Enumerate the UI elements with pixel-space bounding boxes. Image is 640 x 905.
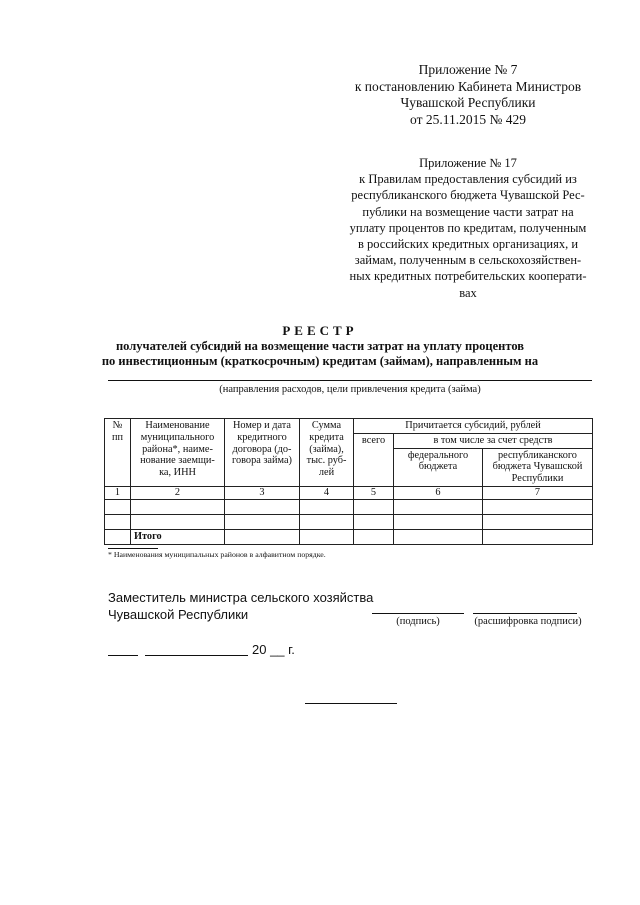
appendix-17-line: к Правилам предоставления субсидий из [359,172,577,187]
date-year: 20 __ г. [252,642,295,657]
appendix-17-line: Приложение № 17 [419,156,517,170]
title-word: РЕЕСТР [282,323,358,338]
column-number: 2 [131,486,225,499]
header-col-federal: федерального бюджета [394,448,483,486]
total-row [105,529,593,544]
column-number: 4 [300,486,354,499]
signature-decode-caption: (расшифровка подписи) [474,616,582,627]
header-col-name: Наименование муниципального района*, наиме- нование заемщи- ка, ИНН [131,419,225,487]
appendix-17-line: уплату процентов по кредитам, полученным [349,220,587,235]
column-number: 1 [105,486,131,499]
table-row [105,499,593,514]
appendix-7-line: от 25.11.2015 № 429 [410,111,526,127]
date-day-line [108,655,138,656]
appendix-7-line: к постановлению Кабинета Министров [354,78,582,94]
signer-line-1: Заместитель министра сельского хозяйства [108,590,374,605]
signature-line [372,613,464,614]
table-row [105,514,593,529]
appendix-17-line: республиканского бюджета Чувашской Рес- [351,188,585,203]
signer-line-2: Чувашской Республики [108,606,249,622]
footnote-rule [108,548,158,549]
signature-decode-line [473,613,577,614]
header-col-including: в том числе за счет средств [394,433,593,448]
header-col-sum: Сумма кредита (займа), тыс. руб- лей [300,419,354,487]
total-label: Итого [131,529,225,544]
appendix-7-line: Приложение № 7 [418,62,518,77]
header-col-subsidy-due: Причитается субсидий, рублей [354,419,593,434]
appendix-7-line: Чувашской Республики [400,95,536,110]
column-number: 5 [354,486,394,499]
registry-table [104,418,593,545]
header-col-republic: республиканского бюджета Чувашской Республики [483,448,593,486]
column-number: 3 [225,486,300,499]
title-line-1: получателей субсидий на возмещение части затрат на уплату процентов [115,338,525,353]
appendix-17-line: в российских кредитных организациях, и [357,237,579,252]
appendix-17-line: публики на возмещение части затрат на [362,204,574,219]
purpose-caption: (направления расходов, цели привлечения кредита (займа) [219,384,481,395]
title-line-2: по инвестиционным (краткосрочным) кредитам (займам), направленным на [101,354,539,368]
appendix-17-header [332,155,604,301]
footnote: * Наименования муниципальных районов в алфавитном порядке. [108,550,326,559]
document-title [60,323,580,370]
bottom-divider [305,703,397,704]
appendix-7-header [332,62,604,128]
signature-caption: (подпись) [396,616,440,627]
date-month-line [145,655,248,656]
column-number: 6 [394,486,483,499]
column-numbers-row [105,486,593,499]
appendix-17-line: займам, полученным в сельскохозяйствен- [354,253,582,268]
column-number: 7 [483,486,593,499]
header-col-contract: Номер и дата кредитного договора (до- говора займа) [225,419,300,487]
header-col-total: всего [354,433,394,486]
appendix-17-line: вах [459,285,477,300]
header-col-number: № пп [105,419,131,487]
purpose-fill-line [108,380,592,381]
appendix-17-line: ных кредитных потребительских кооперати- [349,269,587,284]
signer-title [108,590,373,623]
